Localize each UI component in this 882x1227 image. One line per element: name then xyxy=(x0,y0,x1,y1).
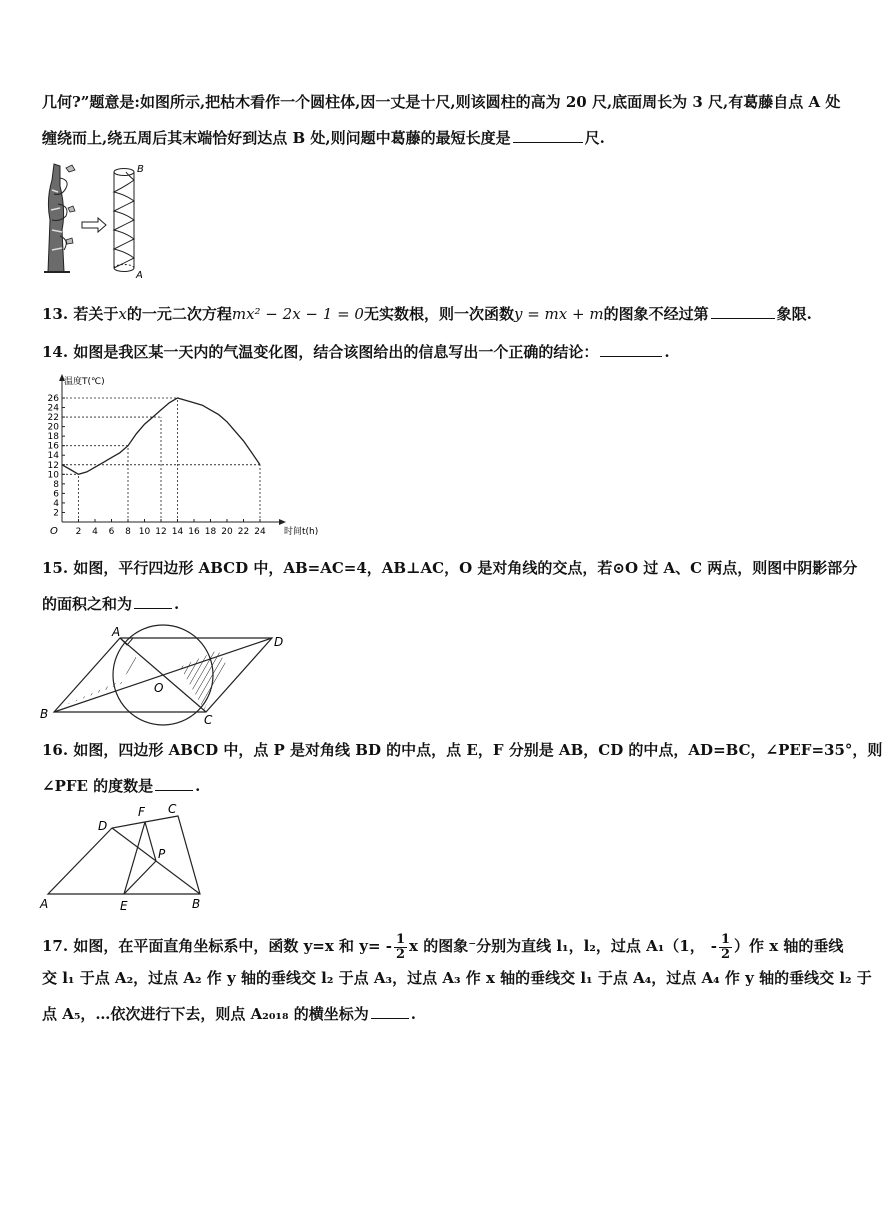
q15-answer-blank[interactable] xyxy=(134,592,172,609)
x-tick-label: 4 xyxy=(92,527,98,537)
fraction-numerator-2: 1 xyxy=(720,931,731,947)
q16-line2 xyxy=(42,774,832,796)
fraction-numerator: 1 xyxy=(395,931,406,947)
y-tick-label: 4 xyxy=(53,498,59,509)
q17-answer-blank[interactable] xyxy=(371,1002,409,1019)
x-axis-arrow xyxy=(279,519,286,525)
x-tick-label: 10 xyxy=(138,527,151,537)
q15-line2 xyxy=(42,592,832,614)
shaded-region-right xyxy=(180,650,226,710)
q16-text-2: ∠PFE 的度数是 xyxy=(42,777,154,795)
q17-number: 17. xyxy=(42,937,69,955)
q14-answer-blank[interactable] xyxy=(600,340,662,357)
q12-unit: 尺. xyxy=(584,129,605,147)
q12-answer-blank[interactable] xyxy=(513,126,583,143)
fraction-denominator-2: 2 xyxy=(720,946,731,962)
label-b: B xyxy=(40,707,49,721)
q15-number: 15. xyxy=(42,559,69,577)
q15-figure xyxy=(36,620,296,726)
y-tick-label: 20 xyxy=(47,422,59,433)
q12-figure xyxy=(40,160,160,280)
quadrilateral-abcd xyxy=(48,816,200,894)
y-tick-label: 6 xyxy=(53,489,59,500)
cylinder-figure xyxy=(114,164,144,281)
label-p: P xyxy=(158,847,166,861)
x-tick-label: 24 xyxy=(254,527,266,537)
q17-text-1c: - xyxy=(710,937,717,955)
q16-answer-blank[interactable] xyxy=(155,774,193,791)
y-tick-label: 26 xyxy=(47,394,59,404)
y-tick-label: 10 xyxy=(47,470,59,481)
q13-text-1: 若关于 xyxy=(73,305,119,323)
y-tick-label: 12 xyxy=(47,460,59,471)
y-tick-label: 24 xyxy=(47,403,59,414)
label-d: D xyxy=(98,819,108,833)
x-tick-label: 18 xyxy=(204,527,217,537)
q17-line2: 交 l₁ 于点 A₂，过点 A₂ 作 y 轴的垂线交 l₂ 于点 A₃，过点 A₃ 作 x 轴的垂线交 l₁ 于点 A₄，过点 A₄ 作 y 轴的垂线交 l₂ 于 xyxy=(42,969,872,987)
q17-text-1b: x 的图象⁻分别为直线 l₁，l₂，过点 A₁（1， xyxy=(409,937,705,955)
q14-line xyxy=(42,340,832,362)
q16-text-1: 如图，四边形 ABCD 中，点 P 是对角线 BD 的中点，点 E，F 分别是 AB，CD 的中点，AD=BC，∠PEF=35°，则 xyxy=(73,741,882,759)
x-tick-label: 8 xyxy=(125,527,131,537)
cylinder-label-a: A xyxy=(136,270,143,281)
label-e: E xyxy=(120,899,128,913)
q15-end: . xyxy=(174,595,180,613)
q13-text-5: 象限. xyxy=(776,305,812,323)
q15-text-1: 如图，平行四边形 ABCD 中，AB=AC=4，AB⊥AC，O 是对角线的交点，若⊙O 过 A、C 两点，则图中阴影部分 xyxy=(73,559,858,577)
q13-equation: mx² − 2x − 1 = 0 xyxy=(231,305,364,323)
origin-label: O xyxy=(50,526,58,537)
q17-line3 xyxy=(42,1002,832,1024)
label-c: C xyxy=(168,802,177,816)
q13-number: 13. xyxy=(42,305,69,323)
x-axis-label: 时间t(h) xyxy=(284,527,319,537)
q16-number: 16. xyxy=(42,741,69,759)
y-tick-label: 14 xyxy=(47,451,59,462)
tree-image xyxy=(44,164,75,272)
segment-fp xyxy=(145,822,156,861)
x-tick-label: 16 xyxy=(188,527,200,537)
q13-text-4: 的图象不经过第 xyxy=(603,305,709,323)
y-tick-label: 8 xyxy=(53,479,59,490)
fraction-one-half xyxy=(394,933,407,962)
q14-text: 如图是我区某一天内的气温变化图，结合该图给出的信息写出一个正确的结论： xyxy=(73,343,599,361)
q12-line1: 几何?”题意是:如图所示,把枯木看作一个圆柱体,因一丈是十尺,则该圆柱的高为 20 尺,底面周长为 3 尺,有葛藤自点 A 处 xyxy=(42,93,841,111)
label-a: A xyxy=(112,625,121,639)
label-o: O xyxy=(154,681,164,695)
y-tick-label: 18 xyxy=(47,432,59,443)
q12-line2-text: 缠绕而上,绕五周后其末端恰好到达点 B 处,则问题中葛藤的最短长度是 xyxy=(42,129,511,147)
arrow-right-icon xyxy=(82,218,106,232)
q13-text-2: 的一元二次方程 xyxy=(126,305,232,323)
q15-line1 xyxy=(42,558,858,578)
q13-function: y = mx + m xyxy=(513,305,604,323)
q14-number: 14. xyxy=(42,343,69,361)
x-tick-label: 22 xyxy=(237,527,250,537)
y-axis-label: 温度T(℃) xyxy=(64,377,105,387)
q17-text-3: 点 A₅，…依次进行下去，则点 A₂₀₁₈ 的横坐标为 xyxy=(42,1005,369,1023)
shaded-region-left xyxy=(58,650,136,708)
q13-text-3: 无实数根，则一次函数 xyxy=(363,305,514,323)
q17-text-1d: ）作 x 轴的垂线 xyxy=(734,937,844,955)
cylinder-label-b: B xyxy=(137,164,144,175)
q13-line xyxy=(42,302,832,324)
q16-line1 xyxy=(42,740,882,760)
x-tick-label: 14 xyxy=(171,527,184,537)
label-d: D xyxy=(274,635,284,649)
label-f: F xyxy=(138,805,145,819)
q16-end: . xyxy=(195,777,201,795)
q14-end: . xyxy=(664,343,670,361)
x-tick-label: 2 xyxy=(75,527,82,537)
y-tick-label: 16 xyxy=(47,441,59,452)
q13-answer-blank[interactable] xyxy=(711,302,775,319)
fraction-one-half-2 xyxy=(719,933,732,962)
y-tick-label: 22 xyxy=(47,413,59,424)
temperature-chart xyxy=(40,372,319,544)
x-tick-label: 6 xyxy=(108,527,115,537)
q17-text-1a: 如图，在平面直角坐标系中，函数 y=x 和 y= - xyxy=(73,937,392,955)
q17-end: . xyxy=(410,1005,417,1023)
fraction-denominator: 2 xyxy=(395,946,406,962)
label-b: B xyxy=(192,897,201,911)
q17-line1 xyxy=(42,926,844,966)
q16-figure xyxy=(36,800,216,912)
q15-text-2: 的面积之和为 xyxy=(42,595,133,613)
x-tick-label: 20 xyxy=(221,527,233,537)
x-tick-label: 12 xyxy=(155,527,167,537)
q13-var-x: x xyxy=(118,305,127,323)
label-c: C xyxy=(204,713,213,727)
y-tick-label: 2 xyxy=(53,508,59,519)
label-a: A xyxy=(40,897,49,911)
q12-line2 xyxy=(42,126,832,148)
